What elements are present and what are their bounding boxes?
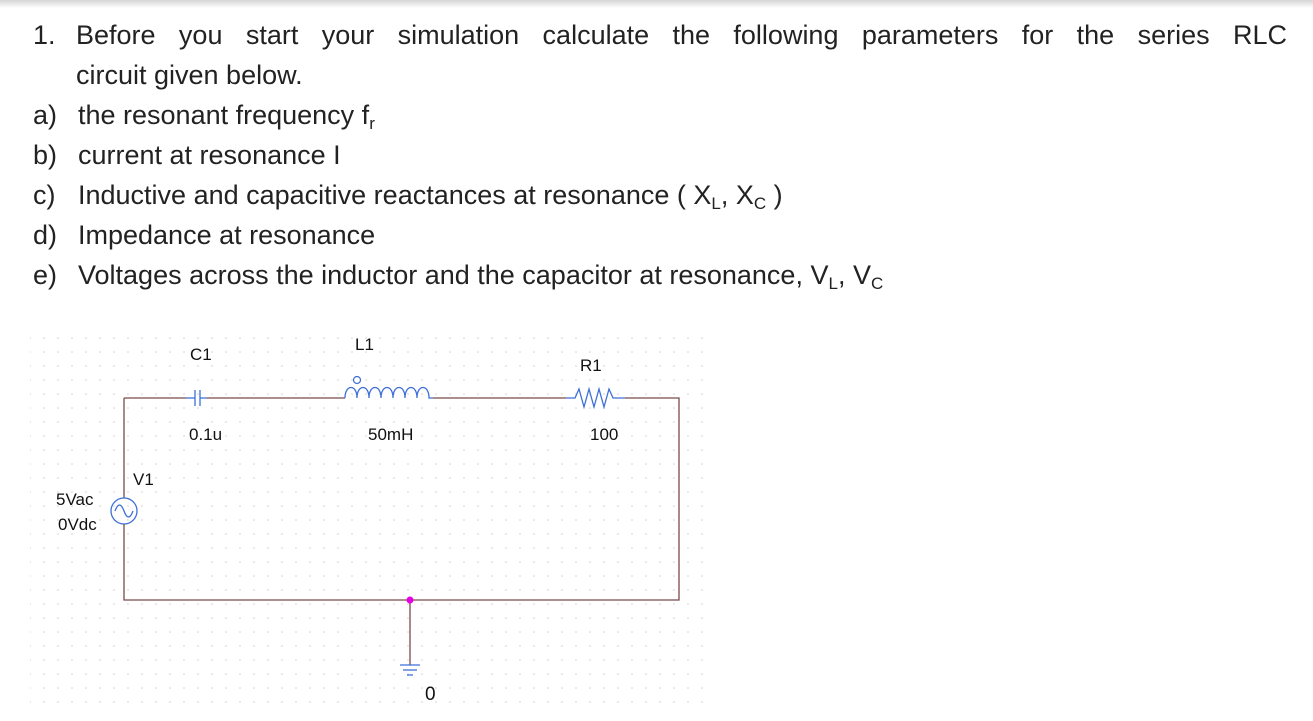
item-e-text: Voltages across the inductor and the capacitor at resonance, V: [78, 260, 829, 290]
question-line-1: Before you start your simulation calculate the following parameters for the series RLC: [76, 20, 1287, 50]
junction-node: [407, 597, 414, 604]
c1-ref-label: C1: [190, 345, 212, 364]
v1-ref-label: V1: [133, 470, 154, 489]
item-a-marker: a): [33, 100, 58, 130]
item-e-sub2: C: [870, 274, 884, 293]
item-c-end: ): [766, 180, 783, 210]
item-d-text: Impedance at resonance: [78, 220, 376, 250]
item-e-mid: , V: [837, 260, 871, 290]
question-line-2: circuit given below.: [76, 60, 303, 90]
item-d-marker: d): [33, 220, 58, 250]
item-c-sub1: L: [711, 194, 721, 213]
item-c-sub2: C: [753, 194, 767, 213]
item-c-text: Inductive and capacitive reactances at resonance ( X: [78, 180, 712, 210]
item-a-text: the resonant frequency f: [78, 100, 370, 130]
item-b-marker: b): [33, 140, 58, 170]
item-a-sub: r: [369, 114, 375, 133]
ground-node-label: 0: [425, 684, 436, 705]
c1-value-label: 0.1u: [189, 425, 223, 444]
r1-ref-label: R1: [580, 356, 602, 375]
item-b-text: current at resonance I: [78, 140, 341, 170]
item-c-marker: c): [33, 180, 56, 210]
l1-value-label: 50mH: [368, 425, 414, 444]
v1-dc-label: 0Vdc: [58, 515, 97, 534]
schematic-grid: [30, 325, 710, 710]
item-c-mid: , X: [720, 180, 754, 210]
question-number: 1.: [33, 20, 56, 50]
item-e-sub1: L: [828, 274, 838, 293]
item-e-marker: e): [33, 260, 58, 290]
l1-ref-label: L1: [355, 335, 374, 354]
r1-value-label: 100: [590, 425, 619, 444]
v1-ac-label: 5Vac: [56, 490, 94, 509]
